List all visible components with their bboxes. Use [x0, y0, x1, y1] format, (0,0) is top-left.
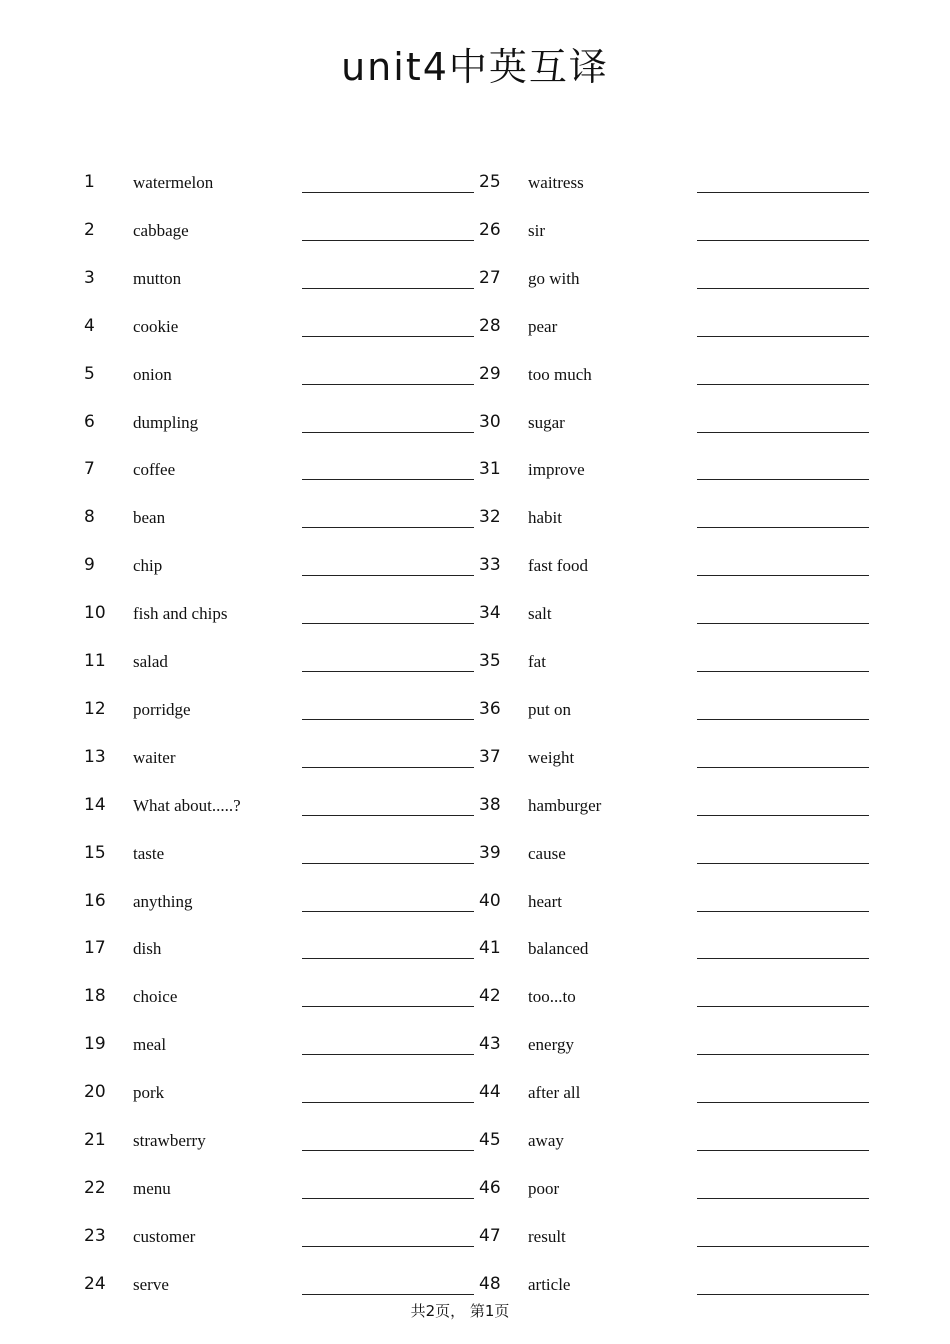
vocab-word: put on — [528, 699, 571, 719]
answer-blank[interactable] — [302, 288, 474, 289]
vocab-word: meal — [133, 1035, 167, 1055]
vocab-row — [0, 925, 950, 973]
item-number: 17 — [84, 938, 106, 959]
answer-blank[interactable] — [697, 384, 869, 385]
answer-blank[interactable] — [302, 719, 474, 720]
vocab-word: mutton — [133, 268, 182, 288]
answer-blank[interactable] — [302, 575, 474, 576]
vocab-word: taste — [133, 843, 165, 863]
answer-blank[interactable] — [697, 288, 869, 289]
item-number: 15 — [84, 842, 106, 863]
vocab-word: pork — [133, 1083, 165, 1103]
vocab-word: pear — [528, 316, 558, 336]
vocab-word: after all — [528, 1083, 581, 1103]
vocab-word: fish and chips — [133, 604, 228, 624]
vocab-word: too...to — [528, 987, 576, 1007]
vocab-row — [0, 590, 950, 638]
vocab-word: improve — [528, 460, 585, 480]
item-number: 12 — [84, 698, 106, 719]
item-number: 25 — [479, 172, 501, 192]
item-number: 27 — [479, 267, 501, 288]
page-footer: 共2页， 第1页 — [410, 1302, 510, 1320]
answer-blank[interactable] — [697, 527, 869, 528]
item-number: 10 — [84, 603, 106, 624]
vocab-row — [0, 159, 950, 207]
vocab-word: cabbage — [133, 220, 189, 240]
item-number: 19 — [84, 1034, 106, 1055]
answer-blank[interactable] — [302, 671, 474, 672]
vocab-word: serve — [133, 1274, 169, 1294]
item-number: 14 — [84, 794, 106, 815]
answer-blank[interactable] — [697, 336, 869, 337]
answer-blank[interactable] — [302, 1294, 474, 1295]
vocab-word: waiter — [133, 747, 176, 767]
vocab-word: weight — [528, 747, 575, 767]
item-number: 42 — [479, 986, 501, 1007]
vocab-word: hamburger — [528, 795, 602, 815]
item-number: 3 — [84, 267, 95, 288]
item-number: 22 — [84, 1177, 106, 1198]
answer-blank[interactable] — [302, 958, 474, 959]
vocab-word: result — [528, 1226, 566, 1246]
vocab-word: sir — [528, 220, 545, 240]
item-number: 29 — [479, 363, 501, 384]
answer-blank[interactable] — [302, 192, 474, 193]
vocab-word: habit — [528, 508, 562, 528]
item-number: 41 — [479, 938, 501, 959]
answer-blank[interactable] — [697, 1006, 869, 1007]
item-number: 35 — [479, 651, 501, 671]
vocab-word: chip — [133, 556, 163, 576]
vocab-word: dish — [133, 939, 162, 959]
item-number: 34 — [479, 603, 501, 624]
vocab-row — [0, 782, 950, 830]
answer-blank[interactable] — [697, 432, 869, 433]
vocab-word: salt — [528, 604, 552, 624]
vocab-word: cause — [528, 843, 566, 863]
answer-blank[interactable] — [697, 719, 869, 720]
vocab-row — [0, 734, 950, 782]
vocab-row — [0, 830, 950, 878]
item-number: 46 — [479, 1177, 501, 1198]
answer-blank[interactable] — [697, 1198, 869, 1199]
vocab-word: salad — [133, 652, 168, 671]
vocab-word: cookie — [133, 316, 179, 336]
vocab-word: waitress — [528, 173, 584, 192]
item-number: 23 — [84, 1225, 106, 1246]
vocab-row — [0, 1165, 950, 1213]
item-number: 37 — [479, 746, 501, 767]
answer-blank[interactable] — [302, 1102, 474, 1103]
vocab-row — [0, 255, 950, 303]
item-number: 40 — [479, 890, 501, 911]
vocab-word: porridge — [133, 699, 191, 719]
item-number: 13 — [84, 746, 106, 767]
page-title: unit4中英互译 — [341, 45, 609, 89]
answer-blank[interactable] — [302, 1006, 474, 1007]
item-number: 7 — [84, 459, 95, 480]
answer-blank[interactable] — [697, 815, 869, 816]
item-number: 26 — [479, 219, 501, 240]
answer-blank[interactable] — [302, 863, 474, 864]
item-number: 45 — [479, 1130, 501, 1150]
item-number: 36 — [479, 698, 501, 719]
vocab-word: fast food — [528, 556, 588, 576]
vocab-word: away — [528, 1131, 564, 1150]
vocab-row — [0, 399, 950, 447]
item-number: 5 — [84, 363, 95, 384]
answer-blank[interactable] — [302, 1150, 474, 1151]
answer-blank[interactable] — [697, 671, 869, 672]
vocab-word: fat — [528, 652, 546, 671]
item-number: 39 — [479, 842, 501, 863]
answer-blank[interactable] — [697, 623, 869, 624]
vocab-word: balanced — [528, 939, 589, 959]
item-number: 38 — [479, 794, 501, 815]
vocab-row — [0, 1069, 950, 1117]
item-number: 8 — [84, 507, 95, 528]
answer-blank[interactable] — [302, 1198, 474, 1199]
answer-blank[interactable] — [697, 1246, 869, 1247]
item-number: 47 — [479, 1225, 501, 1246]
answer-blank[interactable] — [302, 623, 474, 624]
answer-blank[interactable] — [697, 192, 869, 193]
vocab-row — [0, 446, 950, 494]
vocab-word: energy — [528, 1035, 574, 1055]
answer-blank[interactable] — [697, 958, 869, 959]
vocab-word: sugar — [528, 412, 565, 432]
vocab-word: article — [528, 1274, 571, 1294]
vocab-row — [0, 351, 950, 399]
item-number: 43 — [479, 1034, 501, 1055]
answer-blank[interactable] — [697, 911, 869, 912]
item-number: 2 — [84, 219, 95, 240]
item-number: 31 — [479, 459, 501, 480]
item-number: 33 — [479, 555, 501, 576]
item-number: 30 — [479, 411, 501, 432]
answer-blank[interactable] — [302, 1246, 474, 1247]
vocab-word: bean — [133, 508, 166, 528]
item-number: 4 — [84, 315, 95, 336]
vocab-row — [0, 1117, 950, 1165]
item-number: 6 — [84, 411, 95, 432]
vocab-word: heart — [528, 891, 562, 911]
answer-blank[interactable] — [697, 575, 869, 576]
answer-blank[interactable] — [302, 432, 474, 433]
vocab-word: coffee — [133, 460, 176, 480]
vocab-row — [0, 686, 950, 734]
item-number: 24 — [84, 1273, 106, 1294]
answer-blank[interactable] — [697, 1294, 869, 1295]
answer-blank[interactable] — [697, 240, 869, 241]
vocab-word: too much — [528, 364, 592, 384]
answer-blank[interactable] — [697, 1102, 869, 1103]
answer-blank[interactable] — [697, 1054, 869, 1055]
item-number: 11 — [84, 651, 106, 671]
item-number: 16 — [84, 890, 106, 911]
vocab-word: dumpling — [133, 412, 199, 432]
answer-blank[interactable] — [302, 911, 474, 912]
vocab-word: customer — [133, 1226, 196, 1246]
answer-blank[interactable] — [302, 479, 474, 480]
answer-blank[interactable] — [697, 767, 869, 768]
answer-blank[interactable] — [302, 336, 474, 337]
vocab-word: watermelon — [133, 173, 214, 192]
answer-blank[interactable] — [697, 479, 869, 480]
vocab-row — [0, 494, 950, 542]
vocab-word: poor — [528, 1178, 560, 1198]
answer-blank[interactable] — [302, 384, 474, 385]
vocab-row — [0, 878, 950, 926]
vocab-row — [0, 303, 950, 351]
vocab-word: What about.....? — [133, 795, 241, 815]
item-number: 48 — [479, 1273, 501, 1294]
item-number: 28 — [479, 315, 501, 336]
vocab-row — [0, 973, 950, 1021]
item-number: 20 — [84, 1082, 106, 1103]
item-number: 32 — [479, 507, 501, 528]
answer-blank[interactable] — [697, 1150, 869, 1151]
vocab-word: go with — [528, 268, 580, 288]
answer-blank[interactable] — [302, 767, 474, 768]
vocab-row — [0, 1021, 950, 1069]
item-number: 1 — [84, 172, 95, 192]
answer-blank[interactable] — [302, 1054, 474, 1055]
item-number: 21 — [84, 1130, 106, 1150]
vocab-word: anything — [133, 891, 193, 911]
item-number: 18 — [84, 986, 106, 1007]
vocab-row — [0, 207, 950, 255]
answer-blank[interactable] — [697, 863, 869, 864]
vocab-word: menu — [133, 1178, 171, 1198]
vocab-word: onion — [133, 364, 172, 384]
vocab-row — [0, 1213, 950, 1261]
answer-blank[interactable] — [302, 527, 474, 528]
vocab-word: strawberry — [133, 1131, 206, 1150]
answer-blank[interactable] — [302, 815, 474, 816]
vocab-row — [0, 542, 950, 590]
item-number: 44 — [479, 1082, 501, 1103]
answer-blank[interactable] — [302, 240, 474, 241]
vocab-row — [0, 638, 950, 686]
vocab-word: choice — [133, 987, 178, 1007]
item-number: 9 — [84, 555, 95, 576]
